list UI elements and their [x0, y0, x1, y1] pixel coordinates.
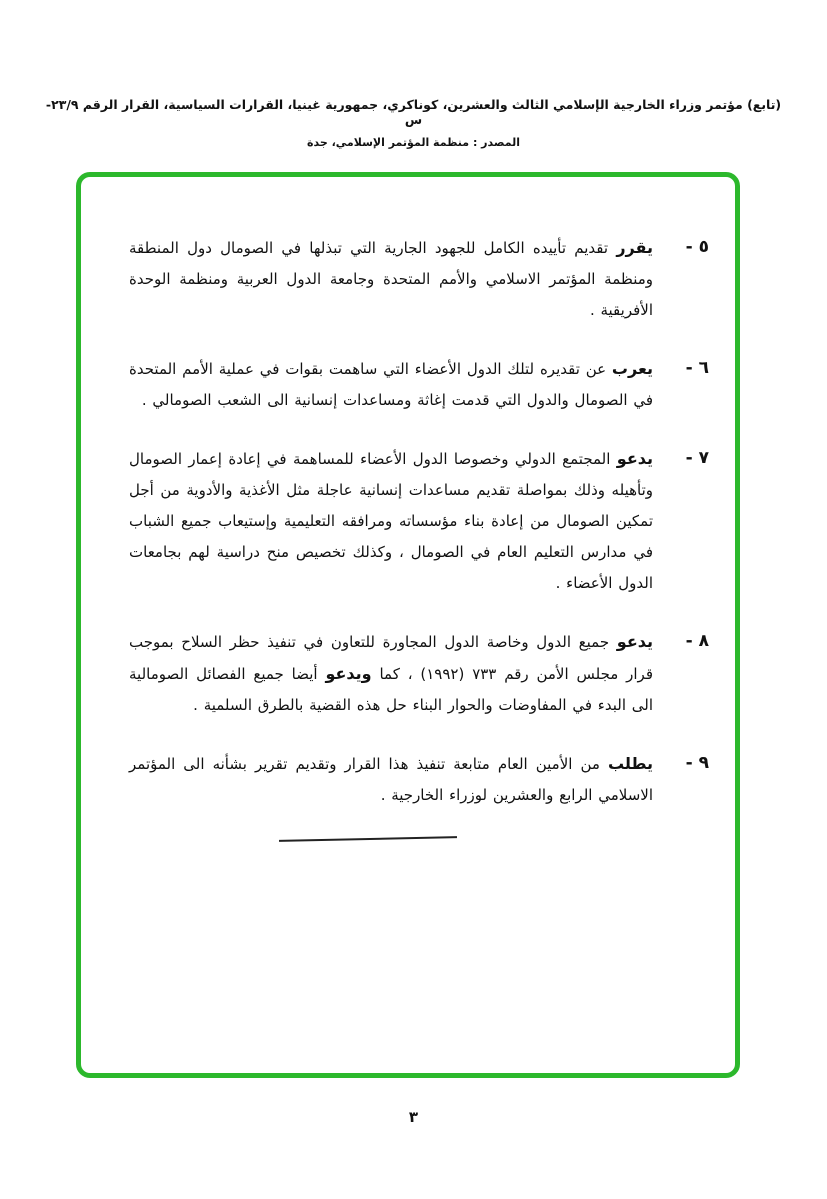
clause-text [129, 353, 653, 416]
clause-text [129, 626, 653, 721]
clause-number: ٥ - [685, 237, 709, 257]
clause-body-text: المجتمع الدولي وخصوصا الدول الأعضاء للمساهمة في إعادة إعمار الصومال وتأهيله وذلك بمواصلة تقديم مساعدات إنسانية عاجلة مثل الأغذية والأدوية من أجل تمكين الصومال من إعادة بناء مؤسساته ومرافقه التعليمية وإستيعاب جميع الشباب في مدارس التعليم العام في الصومال ، وكذلك تخصيص منح دراسية لهم بجامعات الدول الأعضاء . [129, 450, 653, 592]
clause-body-text: من الأمين العام متابعة تنفيذ هذا القرار وتقديم تقرير بشأنه الى المؤتمر الاسلامي الرابع والعشرين لوزراء الخارجية . [129, 755, 653, 804]
clause-body-text: جميع الدول وخاصة الدول المجاورة للتعاون في تنفيذ حظر السلاح بموجب قرار مجلس الأمن رقم ٧٣٣ (١٩٩٢) ، كما [129, 633, 653, 683]
clause-body-text: تقديم تأييده الكامل للجهود الجارية التي تبذلها في الصومال دول المنطقة ومنظمة المؤتمر الاسلامي والأمم المتحدة وجامعة الدول العربية ومنظمة الوحدة الأفريقية . [129, 239, 653, 319]
clause-lead-word: يعرب [611, 359, 653, 378]
clause-number: ٩ - [685, 753, 709, 773]
clause-item-7 [129, 443, 709, 599]
clause-text [129, 443, 653, 599]
document-header [40, 97, 787, 149]
clause-inline-bold-word: ويدعو [325, 664, 372, 683]
clause-number: ٦ - [685, 358, 709, 378]
clause-text [129, 748, 653, 811]
clause-number: ٨ - [685, 631, 709, 651]
clause-item-5 [129, 232, 709, 326]
clause-item-8 [129, 626, 709, 721]
clause-lead-word: يدعو [616, 632, 653, 651]
clause-item-6 [129, 353, 709, 416]
resolution-clauses [129, 232, 709, 840]
clause-text [129, 232, 653, 326]
clause-lead-word: يطلب [607, 754, 653, 773]
clause-body-text: عن تقديره لتلك الدول الأعضاء التي ساهمت بقوات في عملية الأمم المتحدة في الصومال والدول التي قدمت إغاثة ومساعدات إنسانية الى الشعب الصومالي . [129, 360, 653, 409]
clause-lead-word: يدعو [616, 449, 653, 468]
clause-number: ٧ - [685, 448, 709, 468]
page-number: ٣ [408, 1108, 419, 1126]
clause-body-text-2: أيضا جميع الفصائل الصومالية الى البدء في المفاوضات والحوار البناء حل هذه القضية بالطرق السلمية . [129, 665, 653, 714]
clause-item-9 [129, 748, 709, 811]
header-source-line: المصدر : منظمة المؤتمر الإسلامي، جدة [307, 136, 520, 149]
header-title-line: (تابع) مؤتمر وزراء الخارجية الإسلامي الثالث والعشرين، كوناكري، جمهورية غينيا، القرارات السياسية، القرار الرقم ٢٣/٩-س [45, 97, 782, 127]
clause-lead-word: يقرر [616, 238, 653, 257]
